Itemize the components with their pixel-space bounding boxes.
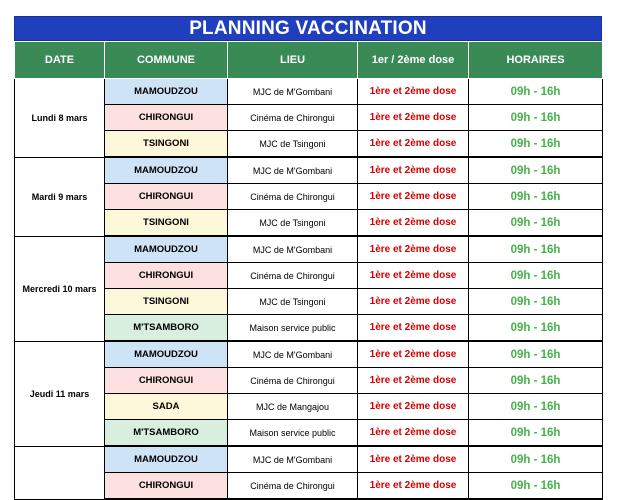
horaires-cell: 09h - 16h xyxy=(469,341,603,368)
horaires-cell: 09h - 16h xyxy=(469,446,603,473)
commune-cell: CHIRONGUI xyxy=(105,473,228,500)
commune-cell: SADA xyxy=(105,394,228,420)
horaires-cell: 09h - 16h xyxy=(469,263,603,289)
lieu-cell: MJC de M'Gombani xyxy=(228,157,358,184)
date-cell xyxy=(15,446,105,499)
dose-cell: 1ère et 2ème dose xyxy=(358,236,469,263)
horaires-cell: 09h - 16h xyxy=(469,394,603,420)
date-cell: Mercredi 10 mars xyxy=(15,236,105,341)
lieu-cell: MJC de Tsingoni xyxy=(228,210,358,237)
page-title: PLANNING VACCINATION xyxy=(14,16,602,41)
header-horaires: HORAIRES xyxy=(469,42,603,79)
header-dose: 1er / 2ème dose xyxy=(358,42,469,79)
lieu-cell: MJC de Mangajou xyxy=(228,394,358,420)
horaires-cell: 09h - 16h xyxy=(469,236,603,263)
dose-cell: 1ère et 2ème dose xyxy=(358,184,469,210)
horaires-cell: 09h - 16h xyxy=(469,79,603,105)
dose-cell: 1ère et 2ème dose xyxy=(358,446,469,473)
commune-cell: MAMOUDZOU xyxy=(105,236,228,263)
dose-cell: 1ère et 2ème dose xyxy=(358,289,469,315)
date-cell: Lundi 8 mars xyxy=(15,79,105,158)
header-row xyxy=(15,42,603,79)
horaires-cell: 09h - 16h xyxy=(469,420,603,447)
commune-cell: MAMOUDZOU xyxy=(105,341,228,368)
lieu-cell: Cinéma de Chirongui xyxy=(228,105,358,131)
table-row xyxy=(15,79,603,105)
commune-cell: CHIRONGUI xyxy=(105,184,228,210)
dose-cell: 1ère et 2ème dose xyxy=(358,263,469,289)
vaccination-schedule xyxy=(14,16,602,500)
lieu-cell: Maison service public xyxy=(228,315,358,342)
dose-cell: 1ère et 2ème dose xyxy=(358,105,469,131)
header-lieu: LIEU xyxy=(228,42,358,79)
table-row xyxy=(15,446,603,473)
commune-cell: CHIRONGUI xyxy=(105,105,228,131)
dose-cell: 1ère et 2ème dose xyxy=(358,210,469,237)
lieu-cell: Cinéma de Chirongui xyxy=(228,473,358,500)
commune-cell: TSINGONI xyxy=(105,289,228,315)
horaires-cell: 09h - 16h xyxy=(469,315,603,342)
table-row xyxy=(15,236,603,263)
commune-cell: MAMOUDZOU xyxy=(105,79,228,105)
commune-cell: M'TSAMBORO xyxy=(105,315,228,342)
dose-cell: 1ère et 2ème dose xyxy=(358,394,469,420)
dose-cell: 1ère et 2ème dose xyxy=(358,473,469,500)
horaires-cell: 09h - 16h xyxy=(469,131,603,158)
lieu-cell: MJC de Tsingoni xyxy=(228,289,358,315)
commune-cell: CHIRONGUI xyxy=(105,368,228,394)
header-date: DATE xyxy=(15,42,105,79)
commune-cell: CHIRONGUI xyxy=(105,263,228,289)
table-row xyxy=(15,341,603,368)
horaires-cell: 09h - 16h xyxy=(469,368,603,394)
dose-cell: 1ère et 2ème dose xyxy=(358,341,469,368)
lieu-cell: MJC de M'Gombani xyxy=(228,446,358,473)
dose-cell: 1ère et 2ème dose xyxy=(358,131,469,158)
commune-cell: TSINGONI xyxy=(105,131,228,158)
commune-cell: MAMOUDZOU xyxy=(105,446,228,473)
lieu-cell: Cinéma de Chirongui xyxy=(228,184,358,210)
horaires-cell: 09h - 16h xyxy=(469,289,603,315)
header-commune: COMMUNE xyxy=(105,42,228,79)
horaires-cell: 09h - 16h xyxy=(469,157,603,184)
lieu-cell: Maison service public xyxy=(228,420,358,447)
lieu-cell: MJC de Tsingoni xyxy=(228,131,358,158)
commune-cell: MAMOUDZOU xyxy=(105,157,228,184)
lieu-cell: MJC de M'Gombani xyxy=(228,236,358,263)
dose-cell: 1ère et 2ème dose xyxy=(358,157,469,184)
lieu-cell: MJC de M'Gombani xyxy=(228,79,358,105)
date-cell: Jeudi 11 mars xyxy=(15,341,105,446)
dose-cell: 1ère et 2ème dose xyxy=(358,368,469,394)
dose-cell: 1ère et 2ème dose xyxy=(358,79,469,105)
lieu-cell: Cinéma de Chirongui xyxy=(228,263,358,289)
horaires-cell: 09h - 16h xyxy=(469,210,603,237)
table-row xyxy=(15,157,603,184)
commune-cell: TSINGONI xyxy=(105,210,228,237)
dose-cell: 1ère et 2ème dose xyxy=(358,420,469,447)
horaires-cell: 09h - 16h xyxy=(469,473,603,500)
schedule-table xyxy=(14,41,603,500)
lieu-cell: Cinéma de Chirongui xyxy=(228,368,358,394)
dose-cell: 1ère et 2ème dose xyxy=(358,315,469,342)
date-cell: Mardi 9 mars xyxy=(15,157,105,236)
horaires-cell: 09h - 16h xyxy=(469,105,603,131)
lieu-cell: MJC de M'Gombani xyxy=(228,341,358,368)
horaires-cell: 09h - 16h xyxy=(469,184,603,210)
commune-cell: M'TSAMBORO xyxy=(105,420,228,447)
